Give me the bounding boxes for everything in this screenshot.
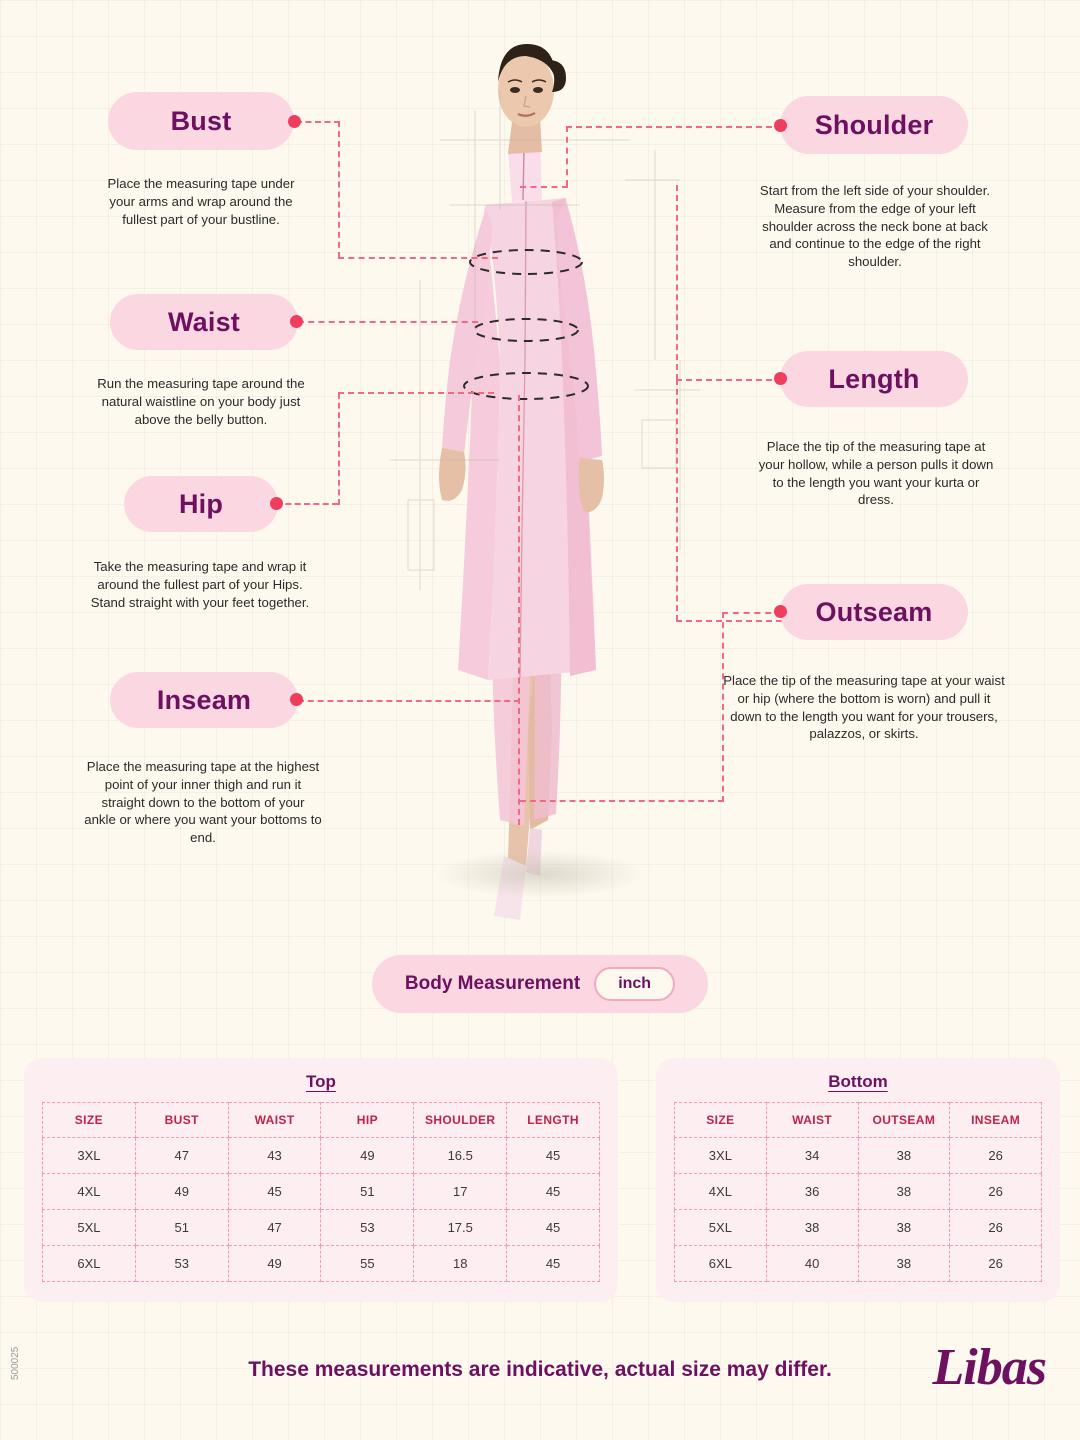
connector-outseam-h1 [722,612,782,614]
figure-shadow [435,850,645,898]
table-cell: 51 [321,1174,414,1210]
pill-length[interactable] [780,351,968,407]
table-bottom-header-cell: WAIST [766,1103,858,1138]
table-row [675,1138,1042,1174]
table-cell: 36 [766,1174,858,1210]
table-bottom-caption: Bottom [828,1072,888,1091]
pill-bust[interactable] [108,92,294,150]
table-cell: 38 [858,1246,950,1282]
table-cell: 45 [507,1210,600,1246]
table-bottom-header-cell: INSEAM [950,1103,1042,1138]
table-cell: 38 [766,1210,858,1246]
table-top-header-cell: BUST [135,1103,228,1138]
desc-inseam: Place the measuring tape at the highest point of your inner thigh and run it straight down to the bottom of your ankle or where you want your bottoms to end. [84,759,322,846]
dot-length [774,372,787,385]
pill-inseam-label: Inseam [156,684,252,715]
connector-shoulder-h2 [520,186,568,188]
technical-sketch-lines [380,30,700,920]
table-cell: 45 [507,1138,600,1174]
table-top [42,1102,600,1282]
connector-length-h1 [676,379,782,381]
table-cell: 47 [228,1210,321,1246]
connector-waist-h [298,321,478,323]
table-cell: 49 [228,1246,321,1282]
table-cell: 5XL [675,1210,767,1246]
connector-hip-h1 [276,503,338,505]
brand-logo: Libas [932,1339,1046,1396]
pill-shoulder[interactable] [780,96,968,154]
table-top-header-cell: HIP [321,1103,414,1138]
dot-waist [290,315,303,328]
unit-toggle-inch[interactable]: inch [594,967,675,1001]
table-cell: 26 [950,1138,1042,1174]
connector-inseam-v [518,395,520,825]
dot-inseam [290,693,303,706]
table-cell: 26 [950,1174,1042,1210]
table-cell: 4XL [43,1174,136,1210]
connector-length-v2 [676,379,678,621]
pill-waist[interactable] [110,294,298,350]
connector-length-v [676,185,678,380]
table-row [43,1138,600,1174]
pill-shoulder-label: Shoulder [814,109,934,140]
connector-bust-h1 [296,121,340,123]
pill-outseam-label: Outseam [815,596,933,627]
table-cell: 40 [766,1246,858,1282]
table-cell: 38 [858,1138,950,1174]
table-row [43,1246,600,1282]
dot-bust [288,115,301,128]
table-cell: 51 [135,1210,228,1246]
table-cell: 49 [135,1174,228,1210]
body-measurement-label: Body Measurement [404,973,581,994]
table-cell: 34 [766,1138,858,1174]
table-row [675,1174,1042,1210]
dot-shoulder [774,119,787,132]
pill-waist-label: Waist [167,306,240,337]
connector-hip-v [338,393,340,505]
table-cell: 45 [507,1174,600,1210]
table-top-header-row [43,1103,600,1138]
table-top-header-cell: SIZE [43,1103,136,1138]
table-cell: 3XL [675,1138,767,1174]
desc-length: Place the tip of the measuring tape at your hollow, while a person pulls it down to the length you want your kurta or dress. [758,439,994,508]
connector-shoulder-h1 [566,126,782,128]
table-cell: 53 [321,1210,414,1246]
table-bottom [674,1102,1042,1282]
table-cell: 43 [228,1138,321,1174]
pill-hip[interactable] [124,476,278,532]
table-cell: 17.5 [414,1210,507,1246]
table-cell: 17 [414,1174,507,1210]
table-cell: 45 [228,1174,321,1210]
table-top-header-cell: SHOULDER [414,1103,507,1138]
size-table-bottom [656,1058,1060,1302]
size-table-top [24,1058,618,1302]
table-row [43,1210,600,1246]
table-cell: 5XL [43,1210,136,1246]
table-bottom-header-cell: OUTSEAM [858,1103,950,1138]
table-cell: 55 [321,1246,414,1282]
table-cell: 47 [135,1138,228,1174]
table-cell: 26 [950,1246,1042,1282]
table-cell: 38 [858,1210,950,1246]
desc-bust: Place the measuring tape under your arms and wrap around the fullest part of your bustline. [107,176,295,227]
pill-bust-label: Bust [170,105,232,136]
model-illustration [380,30,700,920]
connector-bust-h2 [338,257,498,259]
table-cell: 18 [414,1246,507,1282]
table-cell: 26 [950,1210,1042,1246]
table-top-caption: Top [306,1072,336,1091]
table-cell: 6XL [43,1246,136,1282]
pill-inseam[interactable] [110,672,298,728]
desc-outseam: Place the tip of the measuring tape at your waist or hip (where the bottom is worn) and pull it down to the length you want for your trousers, palazzos, or skirts. [723,673,1005,742]
desc-hip: Take the measuring tape and wrap it around the fullest part of your Hips. Stand straight with your feet together. [90,559,310,610]
sku-code: 500025 [10,1346,21,1380]
pill-hip-label: Hip [178,488,224,519]
connector-length-h2 [676,620,782,622]
connector-hip-h2 [338,392,494,394]
table-cell: 45 [507,1246,600,1282]
connector-inseam-h [298,700,520,702]
table-cell: 6XL [675,1246,767,1282]
disclaimer-text: These measurements are indicative, actual size may differ. [248,1358,832,1381]
table-cell: 53 [135,1246,228,1282]
table-row [675,1210,1042,1246]
table-cell: 4XL [675,1174,767,1210]
table-cell: 3XL [43,1138,136,1174]
table-row [43,1174,600,1210]
table-top-header-cell: LENGTH [507,1103,600,1138]
connector-bust-v [338,121,340,258]
table-cell: 16.5 [414,1138,507,1174]
desc-shoulder: Start from the left side of your shoulder. Measure from the edge of your left shoulder across the neck bone at back and continue to the edge of the right shoulder. [759,183,991,270]
pill-outseam[interactable] [780,584,968,640]
table-top-header-cell: WAIST [228,1103,321,1138]
dot-hip [270,497,283,510]
body-measurement-bar [372,955,708,1013]
desc-waist: Run the measuring tape around the natural waistline on your body just above the belly button. [97,376,305,427]
table-cell: 49 [321,1138,414,1174]
table-bottom-header-row [675,1103,1042,1138]
pill-length-label: Length [828,363,920,394]
connector-outseam-h2 [520,800,724,802]
dot-outseam [774,605,787,618]
table-bottom-header-cell: SIZE [675,1103,767,1138]
table-row [675,1246,1042,1282]
connector-shoulder-v [566,126,568,186]
table-cell: 38 [858,1174,950,1210]
